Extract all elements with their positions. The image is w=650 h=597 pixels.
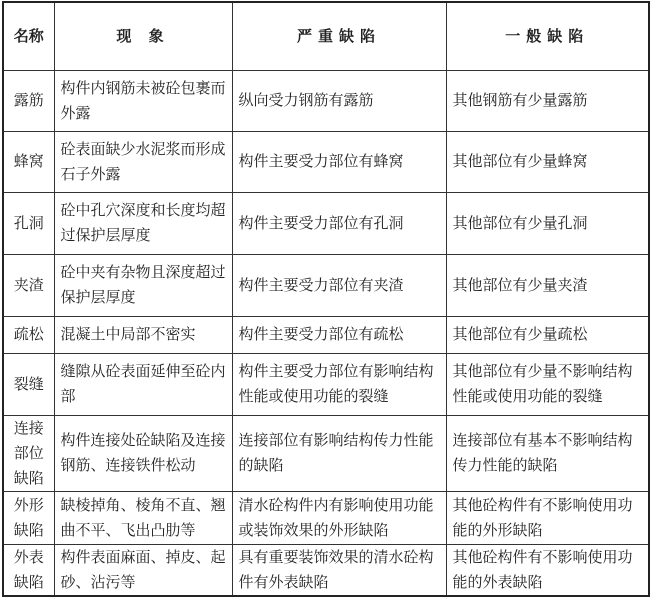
table-row: [3, 415, 649, 491]
row-phenomenon: 构件内钢筋未被砼包裹而外露: [54, 70, 232, 131]
row-name: 连接部位缺陷: [3, 415, 54, 491]
table-row: [3, 70, 649, 131]
row-general: 其他部位有少量蜂窝: [446, 131, 649, 192]
defects-table: [2, 1, 650, 597]
row-serious: 构件主要受力部位有夹渣: [232, 254, 446, 316]
row-name: 孔洞: [3, 192, 54, 254]
row-phenomenon: 构件连接处砼缺陷及连接钢筋、连接铁件松动: [54, 415, 232, 491]
row-name: 裂缝: [3, 353, 54, 415]
row-general: 连接部位有基本不影响结构传力性能的缺陷: [446, 415, 649, 491]
row-name: 夹渣: [3, 254, 54, 316]
header-general: 一般缺陷: [446, 2, 649, 70]
table-row: [3, 353, 649, 415]
row-serious: 连接部位有影响结构传力性能的缺陷: [232, 415, 446, 491]
row-phenomenon: 混凝土中局部不密实: [54, 316, 232, 353]
row-phenomenon: 缺棱掉角、棱角不直、翘曲不平、飞出凸肋等: [54, 491, 232, 544]
row-general: 其他部位有少量孔洞: [446, 192, 649, 254]
table-row: [3, 254, 649, 316]
table-row: [3, 131, 649, 192]
header-phenomenon: 现 象: [54, 2, 232, 70]
header-name: 名称: [3, 2, 54, 70]
row-general: 其他砼构件有不影响使用功能的外表缺陷: [446, 544, 649, 596]
row-general: 其他钢筋有少量露筋: [446, 70, 649, 131]
table-row: [3, 316, 649, 353]
row-phenomenon: 砼中孔穴深度和长度均超过保护层厚度: [54, 192, 232, 254]
row-serious: 构件主要受力部位有蜂窝: [232, 131, 446, 192]
row-name: 蜂窝: [3, 131, 54, 192]
table-row: [3, 544, 649, 596]
row-serious: 纵向受力钢筋有露筋: [232, 70, 446, 131]
row-serious: 构件主要受力部位有影响结构性能或使用功能的裂缝: [232, 353, 446, 415]
table-row: [3, 192, 649, 254]
row-general: 其他部位有少量不影响结构性能或使用功能的裂缝: [446, 353, 649, 415]
header-serious: 严重缺陷: [232, 2, 446, 70]
row-general: 其他砼构件有不影响使用功能的外形缺陷: [446, 491, 649, 544]
row-serious: 清水砼构件内有影响使用功能或装饰效果的外形缺陷: [232, 491, 446, 544]
header-row: [3, 2, 649, 70]
row-name: 露筋: [3, 70, 54, 131]
row-serious: 具有重要装饰效果的清水砼构件有外表缺陷: [232, 544, 446, 596]
row-phenomenon: 构件表面麻面、掉皮、起砂、沾污等: [54, 544, 232, 596]
table-row: [3, 491, 649, 544]
row-serious: 构件主要受力部位有孔洞: [232, 192, 446, 254]
row-name: 疏松: [3, 316, 54, 353]
row-name: 外表缺陷: [3, 544, 54, 596]
row-phenomenon: 砼表面缺少水泥浆而形成石子外露: [54, 131, 232, 192]
row-general: 其他部位有少量疏松: [446, 316, 649, 353]
row-phenomenon: 砼中夹有杂物且深度超过保护层厚度: [54, 254, 232, 316]
row-phenomenon: 缝隙从砼表面延伸至砼内部: [54, 353, 232, 415]
row-name: 外形缺陷: [3, 491, 54, 544]
row-serious: 构件主要受力部位有疏松: [232, 316, 446, 353]
row-general: 其他部位有少量夹渣: [446, 254, 649, 316]
